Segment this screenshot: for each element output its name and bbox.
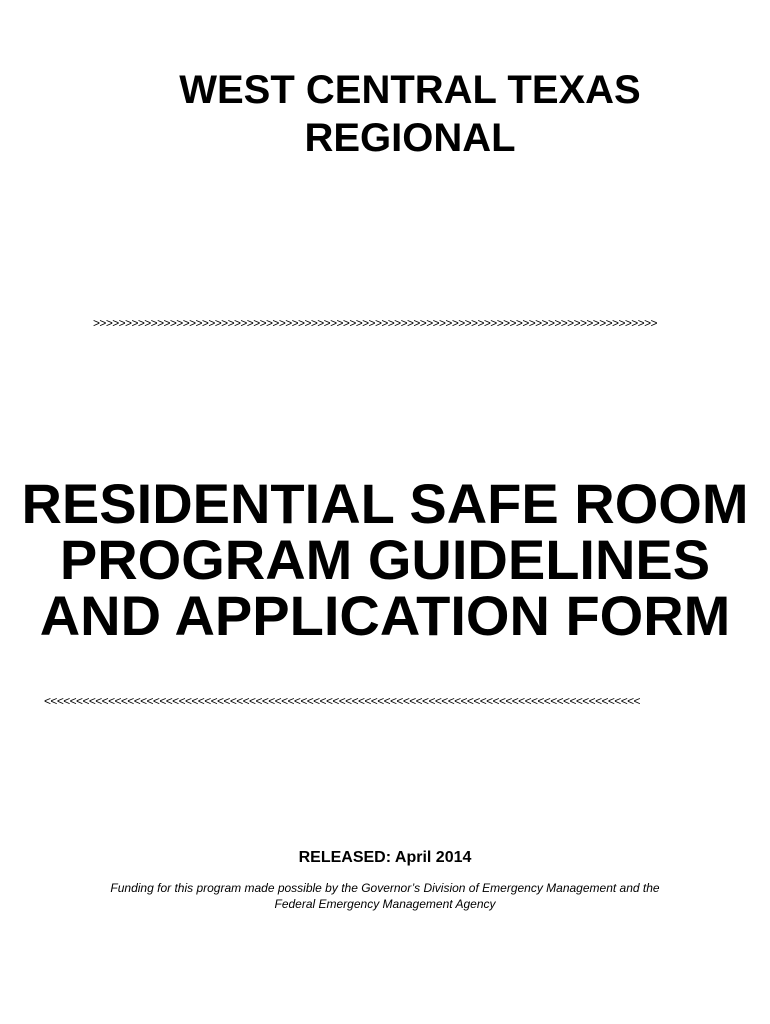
bottom-arrow-divider: <<<<<<<<<<<<<<<<<<<<<<<<<<<<<<<<<<<<<<<<<<<<<<<<<<<<<<<<<<<<<<<<<<<<<<<<<<<<<<<<<<<<<<<<<<<<< (44, 694, 640, 708)
funding-note-line-2: Federal Emergency Management Agency (274, 897, 496, 911)
document-title (20, 472, 750, 647)
region-title (100, 66, 720, 162)
funding-note (50, 880, 720, 912)
document-title-line-1: RESIDENTIAL SAFE ROOM (21, 472, 749, 535)
top-arrow-divider: >>>>>>>>>>>>>>>>>>>>>>>>>>>>>>>>>>>>>>>>>>>>>>>>>>>>>>>>>>>>>>>>>>>>>>>>>>>>>>>>>>>>>>>> (93, 316, 657, 330)
document-title-line-3: AND APPLICATION FORM (39, 584, 731, 647)
document-title-line-2: PROGRAM GUIDELINES (59, 528, 711, 591)
release-date: RELEASED: April 2014 (298, 849, 472, 866)
region-title-line-1: WEST CENTRAL TEXAS (179, 68, 641, 112)
region-title-line-2: REGIONAL (304, 116, 516, 160)
funding-note-line-1: Funding for this program made possible by the Governor’s Division of Emergency Management and the (110, 881, 660, 895)
